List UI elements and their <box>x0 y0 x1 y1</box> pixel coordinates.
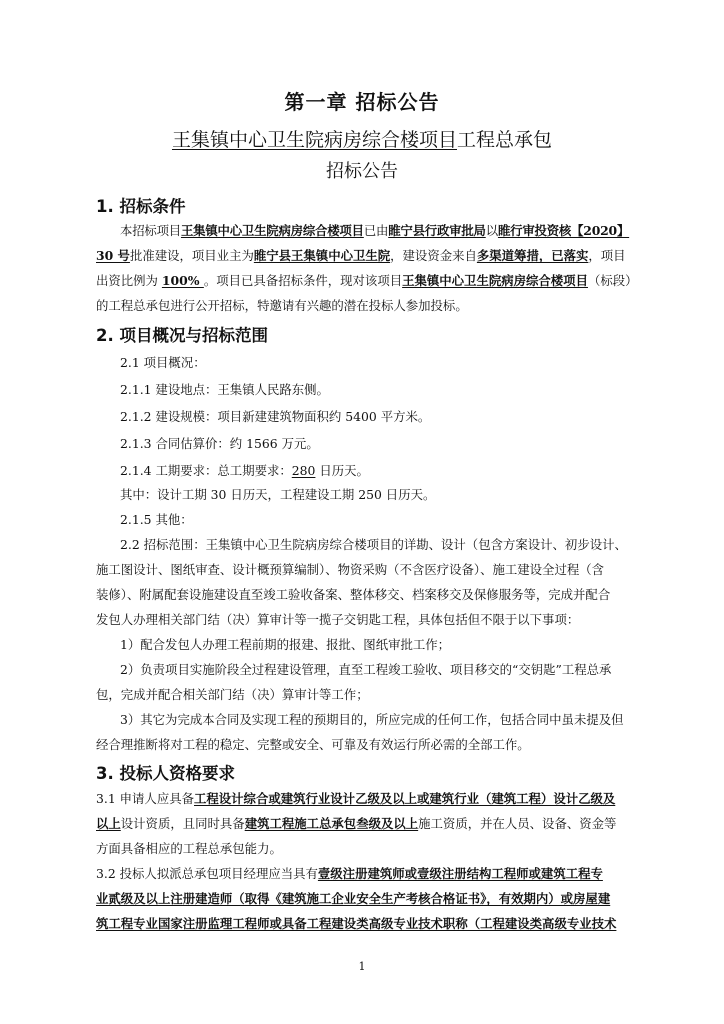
s3-line-5: 业贰级及以上注册建造师（取得《建筑施工企业安全生产考核合格证书》，有效期内）或房屋建 <box>96 891 611 906</box>
s2-line-11: 发包人办理相关部门结（决）算审计等一揽子交钥匙工程，具体包括但不限于以下事项： <box>96 612 580 627</box>
s2-line-3: 2.1.2 建设规模：项目新建建筑物面积约 5400 平方米。 <box>120 409 431 424</box>
s2-line-2: 2.1.1 建设地点：王集镇人民路东侧。 <box>120 382 329 397</box>
s2-line-4: 2.1.3 合同估算价：约 1566 万元。 <box>120 436 319 451</box>
project-title <box>0 125 724 152</box>
s1-line-2: 30 号批准建设，项目业主为睢宁县王集镇中心卫生院，建设资金来自多渠道筹措，已落实，项目 <box>96 248 626 263</box>
s3-line-3: 方面具备相应的工程总承包能力。 <box>96 841 282 856</box>
s2-line-16: 经合理推断将对工程的稳定、完整或安全、可靠及有效运行所必需的全部工作。 <box>96 737 530 752</box>
project-suffix: 工程总承包 <box>457 129 553 151</box>
section-2-heading: 2. 项目概况与招标范围 <box>96 326 268 345</box>
s2-line-9: 施工图设计、图纸审查、设计概预算编制）、物资采购（不含医疗设备）、施工建设全过程（含 <box>96 562 605 577</box>
chapter-title: 第一章 招标公告 <box>284 90 440 114</box>
s2-line-6: 其中：设计工期 30 日历天，工程建设工期 250 日历天。 <box>120 487 436 502</box>
s2-line-1: 2.1 项目概况： <box>120 355 206 370</box>
s2-line-15: 3）其它为完成本合同及实现工程的预期目的，所应完成的任何工作，包括合同中虽未提及但 <box>120 712 624 727</box>
s2-line-5: 2.1.4 工期要求：总工期要求：280 日历天。 <box>120 463 369 478</box>
s3-line-6: 筑工程专业国家注册监理工程师或具备工程建设类高级专业技术职称（工程建设类高级专业技术 <box>96 916 617 931</box>
s2-line-8: 2.2 招标范围：王集镇中心卫生院病房综合楼项目的详勘、设计（包含方案设计、初步设计、 <box>120 537 627 552</box>
section-3-heading: 3. 投标人资格要求 <box>96 764 235 783</box>
page-number: 1 <box>358 960 366 973</box>
s3-line-4: 3.2 投标人拟派总承包项目经理应当具有壹级注册建筑师或壹级注册结构工程师或建筑工程专 <box>96 866 603 881</box>
s1-line-4: 的工程总承包进行公开招标，特邀请有兴趣的潜在投标人参加投标。 <box>96 298 468 313</box>
s2-line-13: 2）负责项目实施阶段全过程建设管理，直至工程竣工验收、项目移交的“交钥匙”工程总承 <box>120 662 612 677</box>
project-name: 王集镇中心卫生院病房综合楼项目 <box>171 129 457 151</box>
s2-line-14: 包，完成并配合相关部门结（决）算审计等工作； <box>96 687 369 702</box>
s2-line-10: 装修）、附属配套设施建设直至竣工验收备案、整体移交、档案移交及保修服务等，完成并配合 <box>96 587 611 602</box>
s1-line-1: 本招标项目王集镇中心卫生院病房综合楼项目已由睢宁县行政审批局以睢行审投资核【2020】 <box>120 223 630 238</box>
s3-line-1: 3.1 申请人应具备工程设计综合或建筑行业设计乙级及以上或建筑行业（建筑工程）设计乙级及 <box>96 791 616 806</box>
notice-title: 招标公告 <box>326 161 398 182</box>
s2-line-7: 2.1.5 其他： <box>120 512 193 527</box>
section-1-heading: 1. 招标条件 <box>96 197 186 216</box>
s2-line-12: 1）配合发包人办理工程前期的报建、报批、图纸审批工作； <box>120 637 451 652</box>
s1-line-3: 出资比例为 100% 。项目已具备招标条件，现对该项目王集镇中心卫生院病房综合楼项目（标段） <box>96 273 638 288</box>
s3-line-2: 以上设计资质，且同时具备建筑工程施工总承包叁级及以上施工资质，并在人员、设备、资金等 <box>96 816 617 831</box>
